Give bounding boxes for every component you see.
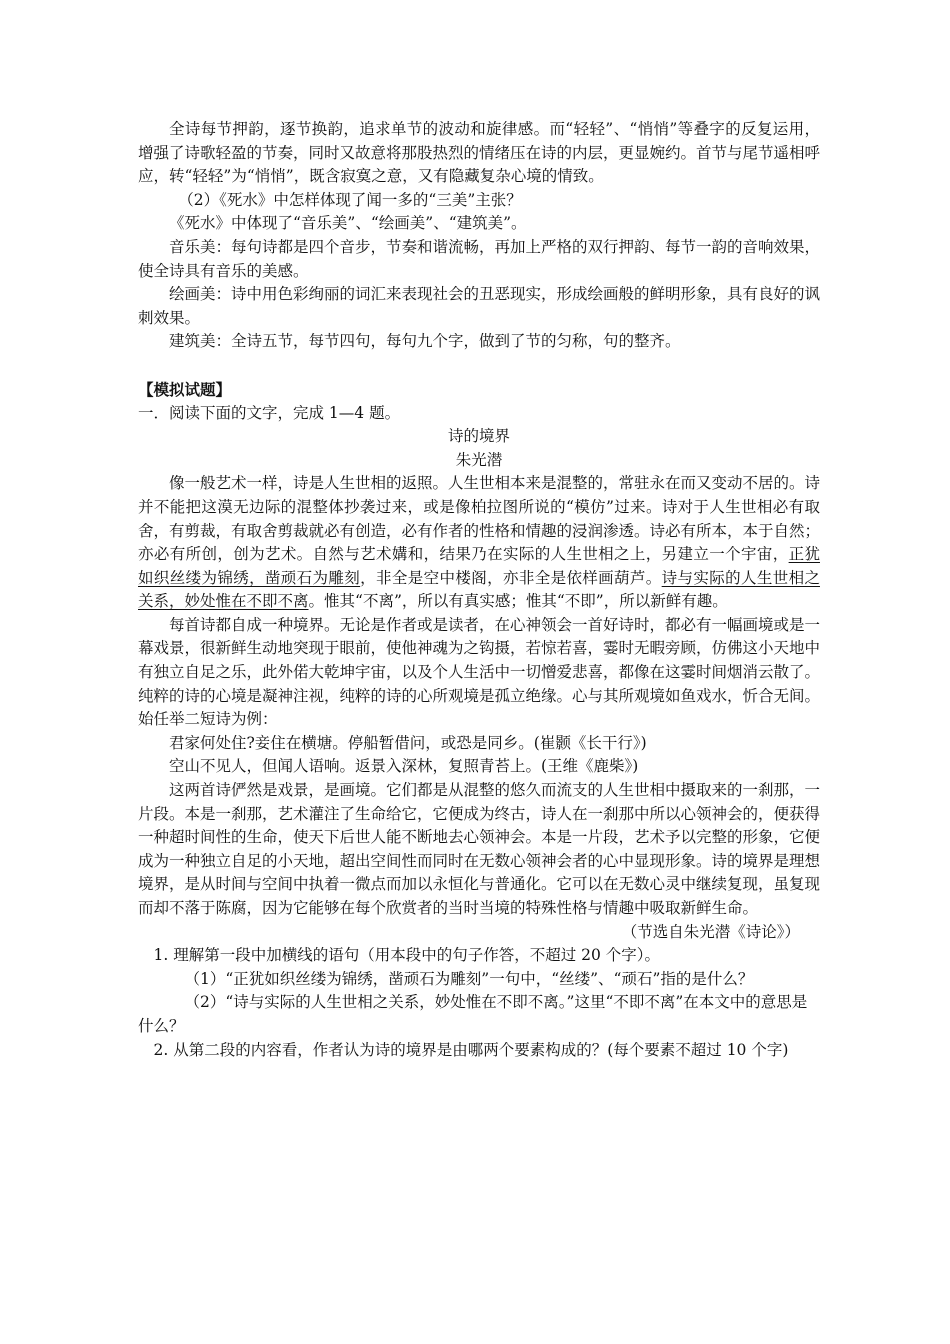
painting-beauty: 绘画美：诗中用色彩绚丽的词汇来表现社会的丑恶现实，形成绘画般的鲜明形象，具有良好的讽刺效果。 [138, 285, 821, 327]
poem-changganxing: 君家何处住?妾住在横塘。停船暂借问，或恐是同乡。(崔颢《长干行》) [169, 733, 647, 752]
article-paragraph-2: 每首诗都自成一种境界。无论是作者或是读者，在心神领会一首好诗时，都必有一幅画境或是一幕戏景，很新鲜生动地突现于眼前，使他神魂为之钩摄，若惊若喜，霎时无暇旁顾，仿佛这小天地中有独立自足之乐，此外偌大乾坤宇宙，以及个人生活中一切憎爱悲喜，都像在这霎时间烟消云散了。纯粹的诗的心境是凝神注视，纯粹的诗的心所观境是孤立绝缘。心与其所观境如鱼戏水，忻合无间。始任举二短诗为例： [138, 615, 821, 729]
question-sishui: （2）《死水》中怎样体现了闻一多的“三美”主张？ [178, 190, 522, 209]
underlined-sentence-1: 正犹如织丝缕为锦绣，凿顽石为雕刻 [138, 545, 820, 587]
paragraph-rhyme-analysis: 全诗每节押韵，逐节换韵，追求单节的波动和旋律感。而“轻轻”、“悄悄”等叠字的反复运用，增强了诗歌轻盈的节奏，同时又故意将那股热烈的情绪压在诗的内层，更显婉约。首节与尾节遥相呼应，转“轻轻”为“悄悄”，既含寂寞之意，又有隐藏复杂心境的情致。 [138, 120, 821, 186]
section-title: 【模拟试题】 [138, 379, 232, 399]
para1-text-c: 。惟其“不离”，所以有真实感；惟其“不即”，所以新鲜有趣。 [308, 592, 728, 611]
spacer [138, 354, 820, 378]
question-1-part-1: （1）“正犹如织丝缕为锦绣，凿顽石为雕刻”一句中，“丝缕”、“顽石”指的是什么？ [184, 969, 754, 988]
answer-three-beauties: 《死水》中体现了“音乐美”、“绘画美”、“建筑美”。 [169, 214, 527, 233]
question-1-part-2: （2）“诗与实际的人生世相之关系，妙处惟在不即不离。”这里“不即不离”在本文中的意思是什么？ [138, 993, 808, 1035]
article-title: 诗的境界 [447, 427, 510, 446]
underlined-sentence-2: 诗与实际的人生世相之关系，妙处惟在不即不离 [138, 568, 820, 611]
para1-text-a: 像一般艺术一样，诗是人生世相的返照。人生世相本来是混整的，常驻永在而又变动不居的。诗并不能把这漠无边际的混整体抄袭过来，或是像柏拉图所说的“模仿”过来。诗对于人生世相必有取舍，有剪裁，有取舍剪裁就必有创造，必有作者的性格和情趣的浸润渗透。诗必有所本，本于自然；亦必有所创，创为艺术。自然与艺术媾和，结果乃在实际的人生世相之上，另建立一个宇宙， [138, 474, 821, 564]
article-paragraph-1 [138, 472, 820, 614]
article-author: 朱光潜 [455, 450, 503, 469]
architecture-beauty: 建筑美：全诗五节，每节四句，每句九个字，做到了节的匀称，句的整齐。 [169, 332, 681, 351]
reading-instruction: 一．阅读下面的文字，完成 1—4 题。 [138, 403, 401, 422]
music-beauty: 音乐美：每句诗都是四个音步，节奏和谐流畅，再加上严格的双行押韵、每节一韵的音响效果，使全诗具有音乐的美感。 [138, 237, 821, 280]
question-2: 2. 从第二段的内容看，作者认为诗的境界是由哪两个要素构成的？(每个要素不超过 10 个字) [153, 1040, 789, 1059]
article-source: （节选自朱光潜《诗论》） [621, 922, 800, 941]
question-1: 1. 理解第一段中加横线的语句（用本段中的句子作答，不超过 20 个字）。 [153, 946, 661, 965]
poem-luzhai: 空山不见人，但闻人语响。返景入深林，复照青苔上。(王维《鹿柴》) [169, 757, 639, 776]
document-page [138, 118, 820, 1062]
para1-text-b: ，非全是空中楼阁，亦非全是依样画葫芦。 [360, 568, 662, 587]
article-paragraph-3: 这两首诗俨然是戏景，是画境。它们都是从混整的悠久而流支的人生世相中摄取来的一刹那，一片段。本是一刹那，艺术灌注了生命给它，它便成为终古，诗人在一刹那中所以心领神会的，便获得一种超时间性的生命，使天下后世人能不断地去心领神会。本是一片段，艺术予以完整的形象，它便成为一种独立自足的小天地，超出空间性而同时在无数心领神会者的心中显现形象。诗的境界是理想境界，是从时间与空间中执着一微点而加以永恒化与普通化。它可以在无数心灵中继续复现，虽复现而却不落于陈腐，因为它能够在每个欣赏者的当时当境的特殊性格与情趣中吸取新鲜生命。 [138, 781, 821, 917]
